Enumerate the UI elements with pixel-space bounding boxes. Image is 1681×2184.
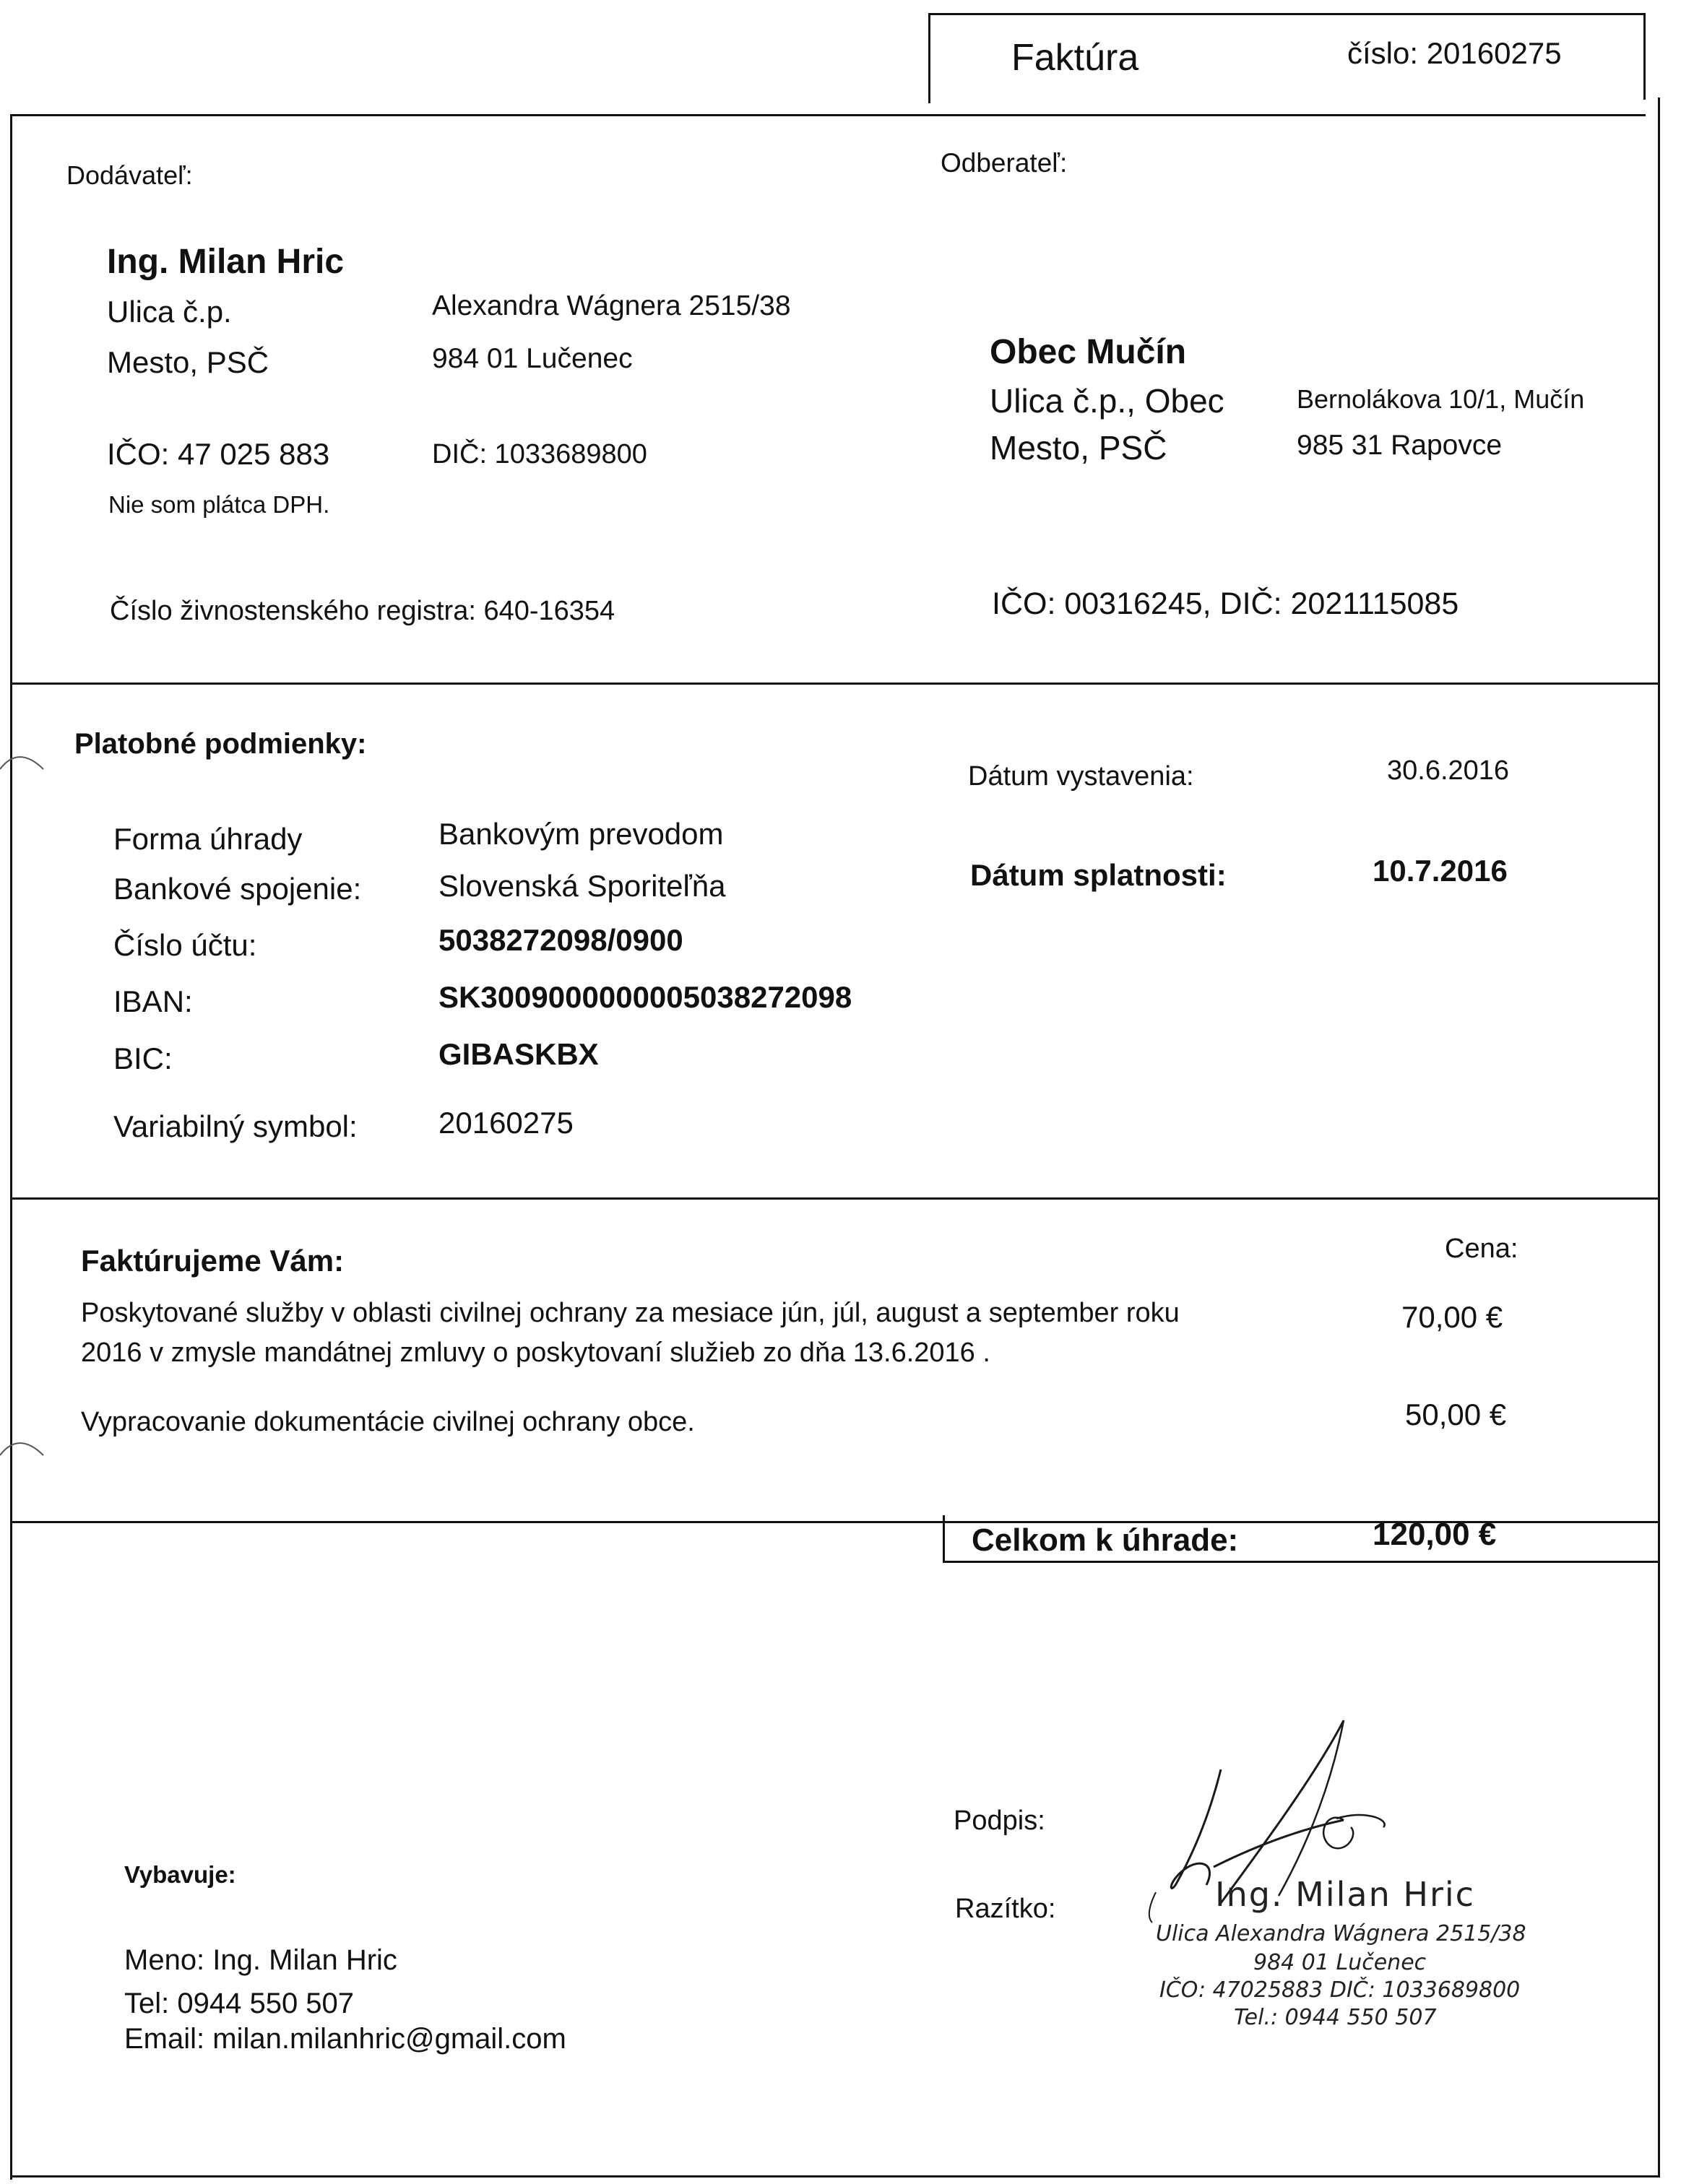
invoice-number: číslo: 20160275 <box>1347 36 1562 70</box>
stamp-line: Tel.: 0944 550 507 <box>1234 2005 1437 2030</box>
invoice-title: Faktúra <box>1011 37 1139 79</box>
stamp-line: Ulica Alexandra Wágnera 2515/38 <box>1156 1921 1526 1946</box>
total-amount: 120,00 € <box>1373 1517 1497 1552</box>
customer-city-label: Mesto, PSČ <box>990 429 1167 467</box>
issuer-tel: Tel: 0944 550 507 <box>124 1988 355 2019</box>
stamp-label: Razítko: <box>955 1894 1056 1924</box>
customer-street-label: Ulica č.p., Obec <box>990 382 1224 420</box>
items-heading: Faktúrujeme Vám: <box>81 1244 345 1278</box>
payment-row-label: BIC: <box>113 1041 173 1075</box>
total-label: Celkom k úhrade: <box>972 1522 1239 1558</box>
customer-name: Obec Mučín <box>990 333 1187 371</box>
customer-street-value: Bernolákova 10/1, Mučín <box>1297 384 1585 414</box>
payment-row-value: 20160275 <box>438 1106 574 1140</box>
payment-row-value: Bankovým prevodom <box>438 817 724 851</box>
punch-hole-mark <box>0 1426 51 1462</box>
stamp-line: 984 01 Lučenec <box>1253 1950 1427 1975</box>
payment-row-value: Slovenská Sporiteľňa <box>438 869 726 903</box>
payment-row-label: Bankové spojenie: <box>113 872 362 906</box>
supplier-heading: Dodávateľ: <box>66 160 193 190</box>
customer-ids: IČO: 00316245, DIČ: 2021115085 <box>992 586 1459 621</box>
item-price: 70,00 € <box>1401 1300 1503 1334</box>
supplier-vat-note: Nie som plátca DPH. <box>108 491 330 518</box>
supplier-trade-register: Číslo živnostenského registra: 640-16354 <box>110 596 615 626</box>
stamp-line: IČO: 47025883 DIČ: 1033689800 <box>1159 1977 1521 2003</box>
divider-parties <box>10 682 1658 685</box>
due-date: 10.7.2016 <box>1373 854 1508 888</box>
signature-label: Podpis: <box>954 1806 1045 1836</box>
payment-row-label: Číslo účtu: <box>113 928 257 962</box>
payment-row-label: Forma úhrady <box>113 822 303 856</box>
price-heading: Cena: <box>1445 1234 1518 1264</box>
supplier-ico: IČO: 47 025 883 <box>107 437 330 471</box>
divider-payment <box>10 1197 1658 1200</box>
item-price: 50,00 € <box>1405 1398 1507 1431</box>
punch-hole-mark <box>0 740 51 776</box>
payment-row-label: Variabilný symbol: <box>113 1109 358 1143</box>
stamp-name: Ing. Milan Hric <box>1215 1875 1475 1914</box>
supplier-dic: DIČ: 1033689800 <box>432 439 647 469</box>
payment-row-label: IBAN: <box>113 984 193 1018</box>
payment-row-value: 5038272098/0900 <box>438 923 683 957</box>
issue-date-label: Dátum vystavenia: <box>968 761 1194 792</box>
supplier-name: Ing. Milan Hric <box>107 243 345 281</box>
supplier-street-label: Ulica č.p. <box>107 295 232 329</box>
issuer-email: Email: milan.milanhric@gmail.com <box>124 2023 566 2055</box>
payment-row-value: GIBASKBX <box>438 1037 599 1071</box>
payment-heading: Platobné podmienky: <box>74 728 367 760</box>
payment-row-value: SK3009000000005038272098 <box>438 980 852 1014</box>
issue-date: 30.6.2016 <box>1387 755 1510 786</box>
customer-heading: Odberateľ: <box>941 148 1068 178</box>
issuer-name: Meno: Ing. Milan Hric <box>124 1944 397 1976</box>
item-description: Vypracovanie dokumentácie civilnej ochrany obce. <box>81 1407 695 1437</box>
item-description: Poskytované služby v oblasti civilnej ochrany za mesiace jún, júl, august a september roku <box>81 1298 1180 1328</box>
item-description: 2016 v zmysle mandátnej zmluvy o poskytovaní služieb zo dňa 13.6.2016 . <box>81 1338 990 1368</box>
due-date-label: Dátum splatnosti: <box>970 858 1227 892</box>
supplier-city-label: Mesto, PSČ <box>107 345 269 379</box>
supplier-city-value: 984 01 Lučenec <box>432 343 633 374</box>
customer-city-value: 985 31 Rapovce <box>1297 430 1503 461</box>
supplier-street-value: Alexandra Wágnera 2515/38 <box>432 290 791 321</box>
issuer-heading: Vybavuje: <box>124 1861 236 1888</box>
